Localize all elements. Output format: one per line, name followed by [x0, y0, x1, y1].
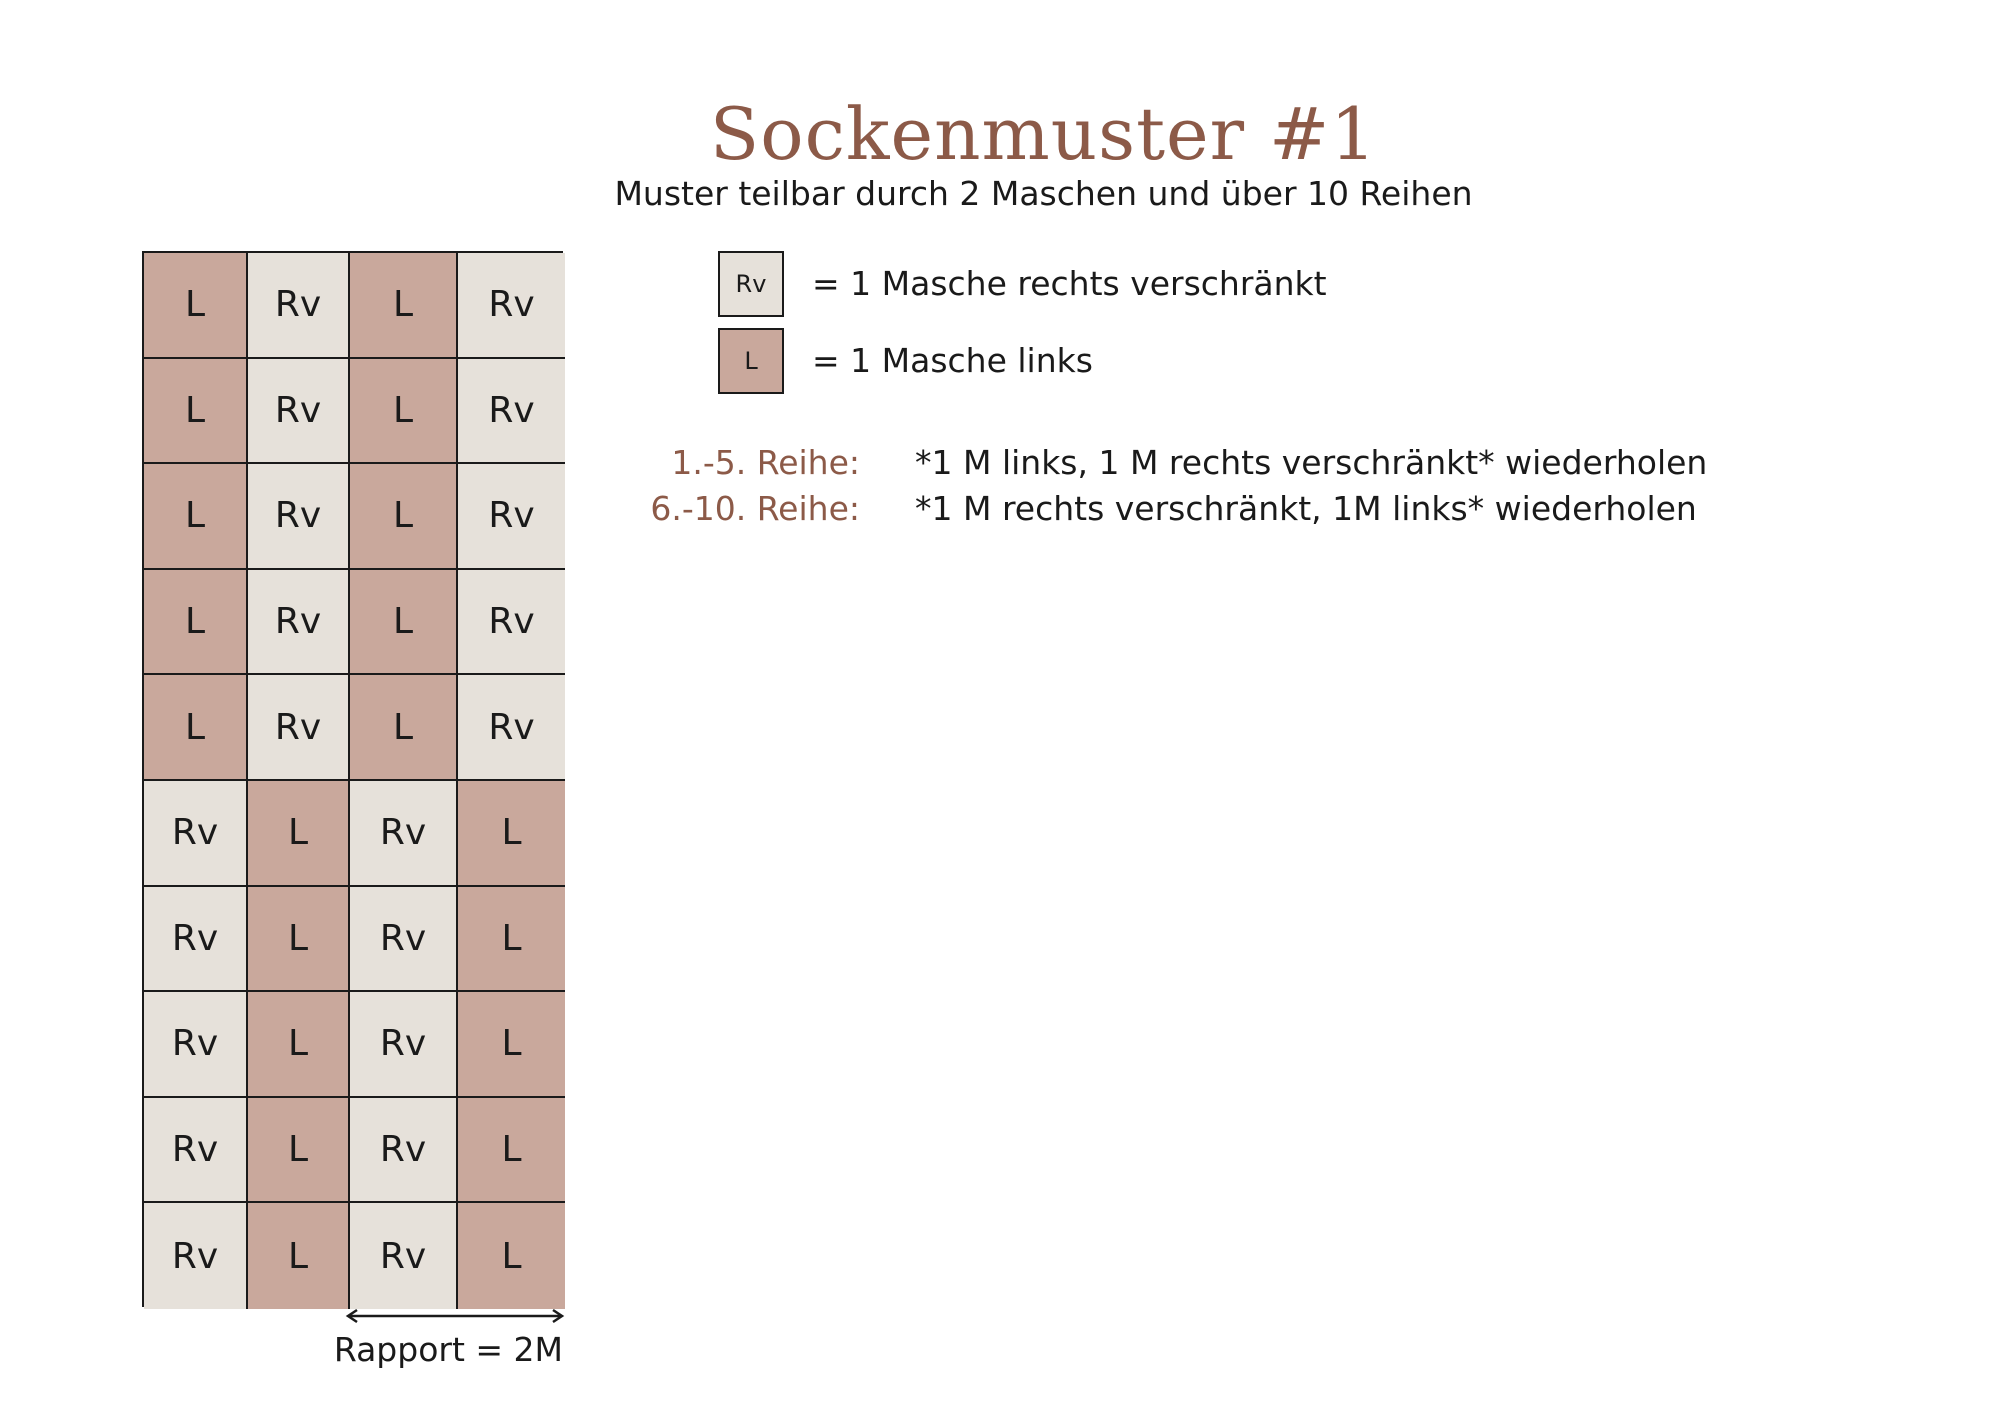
instruction-row-label: 1.-5. Reihe: — [671, 443, 860, 482]
chart-cell-links: L — [144, 675, 248, 781]
chart-cell-rechts-verschraenkt: Rv — [248, 675, 350, 781]
rapport-label: Rapport = 2M — [333, 1330, 563, 1369]
chart-cell-rechts-verschraenkt: Rv — [144, 1098, 248, 1204]
chart-cell-links: L — [248, 781, 350, 887]
chart-cell-rechts-verschraenkt: Rv — [350, 1203, 458, 1309]
legend-swatch-rv: Rv — [718, 251, 784, 317]
chart-cell-links: L — [458, 1203, 565, 1309]
instruction-row-text: *1 M links, 1 M rechts verschränkt* wiederholen — [915, 443, 1708, 482]
chart-cell-rechts-verschraenkt: Rv — [350, 887, 458, 993]
chart-cell-links: L — [458, 887, 565, 993]
rapport-arrow-icon — [345, 1308, 565, 1324]
chart-cell-rechts-verschraenkt: Rv — [248, 464, 350, 570]
chart-cell-links: L — [248, 992, 350, 1098]
rapport-indicator — [333, 1308, 565, 1369]
chart-cell-rechts-verschraenkt: Rv — [350, 781, 458, 887]
chart-cell-links: L — [248, 1203, 350, 1309]
pattern-subtitle: Muster teilbar durch 2 Maschen und über 10 Reihen — [614, 174, 1473, 213]
chart-cell-links: L — [144, 464, 248, 570]
legend-text-l: = 1 Masche links — [812, 341, 1093, 380]
chart-cell-links: L — [350, 675, 458, 781]
chart-cell-rechts-verschraenkt: Rv — [458, 675, 565, 781]
chart-cell-links: L — [350, 570, 458, 676]
chart-cell-rechts-verschraenkt: Rv — [458, 464, 565, 570]
knitting-chart-grid — [142, 251, 563, 1307]
chart-cell-links: L — [144, 253, 248, 359]
chart-cell-rechts-verschraenkt: Rv — [144, 781, 248, 887]
chart-cell-links: L — [350, 464, 458, 570]
instruction-row-text: *1 M rechts verschränkt, 1M links* wiederholen — [915, 489, 1697, 528]
chart-cell-rechts-verschraenkt: Rv — [248, 570, 350, 676]
chart-cell-rechts-verschraenkt: Rv — [458, 359, 565, 465]
chart-cell-links: L — [458, 1098, 565, 1204]
chart-cell-rechts-verschraenkt: Rv — [350, 1098, 458, 1204]
chart-cell-rechts-verschraenkt: Rv — [458, 253, 565, 359]
chart-cell-rechts-verschraenkt: Rv — [458, 570, 565, 676]
chart-cell-rechts-verschraenkt: Rv — [144, 992, 248, 1098]
chart-cell-links: L — [144, 359, 248, 465]
chart-cell-links: L — [350, 253, 458, 359]
legend-swatch-l: L — [718, 328, 784, 394]
chart-cell-links: L — [350, 359, 458, 465]
chart-cell-rechts-verschraenkt: Rv — [248, 253, 350, 359]
chart-cell-rechts-verschraenkt: Rv — [144, 887, 248, 993]
chart-cell-links: L — [458, 992, 565, 1098]
pattern-title: Sockenmuster #1 — [709, 92, 1378, 176]
instruction-row-label: 6.-10. Reihe: — [650, 489, 860, 528]
chart-cell-links: L — [248, 1098, 350, 1204]
chart-cell-rechts-verschraenkt: Rv — [144, 1203, 248, 1309]
legend-text-rv: = 1 Masche rechts verschränkt — [812, 264, 1327, 303]
chart-cell-links: L — [248, 887, 350, 993]
chart-cell-rechts-verschraenkt: Rv — [350, 992, 458, 1098]
chart-cell-links: L — [458, 781, 565, 887]
chart-cell-links: L — [144, 570, 248, 676]
chart-cell-rechts-verschraenkt: Rv — [248, 359, 350, 465]
